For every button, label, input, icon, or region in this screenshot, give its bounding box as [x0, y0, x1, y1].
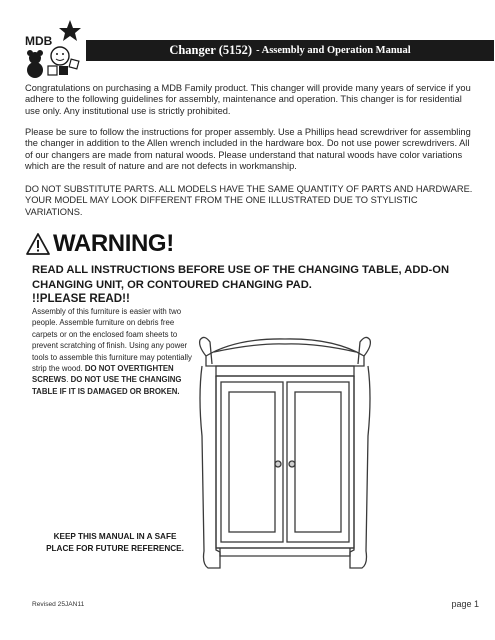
star-icon	[59, 20, 81, 41]
warning-heading	[25, 229, 174, 259]
warning-body-text: Assembly of this furniture is easier with two people. Assemble furniture on debris free carpets or on the enclosed foam sheets to prevent scratching of finish. Using any power tools to assemble this furniture may potentially strip the wood.	[32, 307, 192, 374]
logo-text: MDB	[25, 34, 53, 48]
assembly-paragraph: Please be sure to follow the instructions for proper assembly. Use a Phillips head screwdriver for assembling the changer in addition to the Allen wrench included in the hardware box. Do not use power screwdrivers. All of our changers are made from natural woods. Please understand that natural woods have color variations which are the result of nature and are not defects in workmanship.	[25, 127, 471, 172]
warning-body	[32, 306, 197, 397]
keep-manual-note: KEEP THIS MANUAL IN A SAFE PLACE FOR FUTURE REFERENCE.	[46, 532, 184, 553]
mdb-logo	[22, 18, 84, 80]
intro-paragraph: Congratulations on purchasing a MDB Family product. This changer will provide many years of service if you adhere to the following guidelines for assembly, maintenance and operation. This changer is for residential use only. Any institutional use is strictly prohibited.	[25, 83, 471, 116]
overtighten-warning: DO NOT OVERTIGHTEN SCREWS	[32, 364, 174, 385]
warning-triangle-icon	[25, 232, 51, 256]
changer-illustration	[196, 336, 374, 572]
revision-date: Revised 25JAN11	[32, 601, 85, 608]
damaged-warning: DO NOT USE THE CHANGING TABLE IF IT IS DAMAGED OR BROKEN.	[32, 375, 182, 396]
parts-paragraph: DO NOT SUBSTITUTE PARTS. ALL MODELS HAVE THE SAME QUANTITY OF PARTS AND HARDWARE. YOUR MODEL MAY LOOK DIFFERENT FROM THE ONE ILLUSTRATED DUE TO STYLISTIC VARIATIONS.	[25, 184, 473, 217]
please-read-heading: !!PLEASE READ!!	[32, 292, 130, 305]
read-instructions-heading: READ ALL INSTRUCTIONS BEFORE USE OF THE CHANGING TABLE, ADD-ON CHANGING UNIT, OR CONTOURED CHANGING PAD.	[32, 264, 450, 291]
header-bar	[86, 40, 494, 61]
warning-title: WARNING!	[53, 230, 174, 257]
document-title: Changer (5152)	[169, 43, 253, 57]
page-number: page 1	[451, 599, 479, 609]
teddy-bear-icon	[27, 50, 43, 78]
document-subtitle: - Assembly and Operation Manual	[256, 45, 411, 56]
warning-period: .	[66, 375, 69, 385]
baby-face-icon	[51, 47, 69, 65]
